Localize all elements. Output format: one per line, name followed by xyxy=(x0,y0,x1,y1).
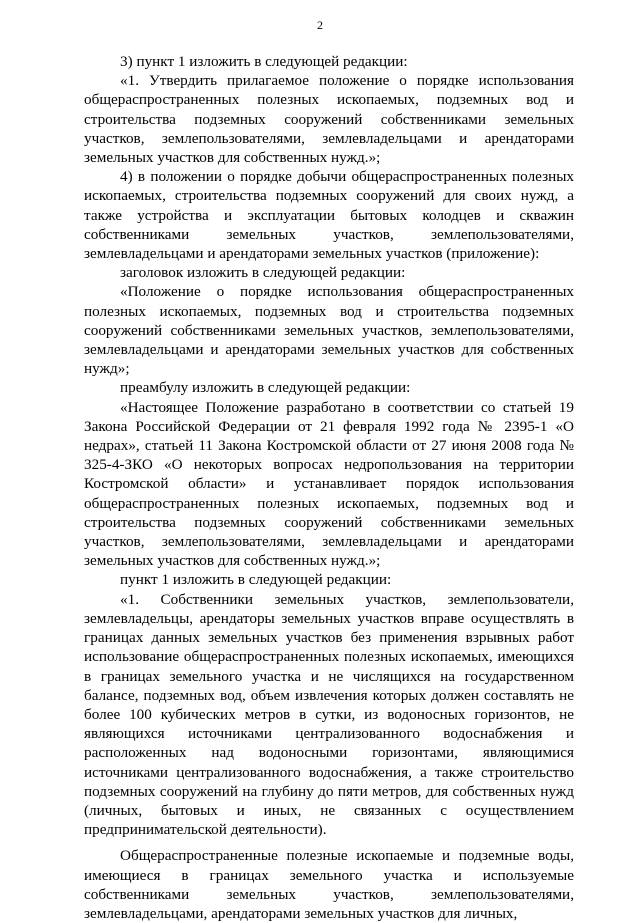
paragraph-3: 4) в положении о порядке добычи общераспространенных полезных ископаемых, строительства подземных сооружений для своих нужд, а также устройства и эксплуатации бытовых колодцев и скважин собственниками земельных участков, землепользователями, землевладельцами и арендаторами земельных участков (приложение): xyxy=(84,168,574,263)
paragraph-8: пункт 1 изложить в следующей редакции: xyxy=(120,571,392,589)
page-number: 2 xyxy=(317,18,323,32)
paragraph-10: Общераспространенные полезные ископаемые и подземные воды, имеющиеся в границах земельного участка и используемые собственниками земельных участков, землепользователями, землевладельцами, арендаторами земельных участков для личных, xyxy=(84,847,574,922)
paragraph-6: преамбулу изложить в следующей редакции: xyxy=(120,379,411,397)
document-body xyxy=(84,52,574,923)
paragraph-9: «1. Собственники земельных участков, землепользователи, землевладельцы, арендаторы земельных участков вправе осуществлять в границах данных земельных участков без применения взрывных работ использование общераспространенных полезных ископаемых, имеющихся в границах земельного участка и не числящихся на государственном балансе, подземных вод, объем извлечения которых должен составлять не более 100 кубических метров в сутки, из водоносных горизонтов, не являющихся источниками централизованного водоснабжения и расположенных над водоносными горизонтами, являющимися источниками централизованного водоснабжения, а также строительство подземных сооружений на глубину до пяти метров, для собственных нужд (личных, бытовых и иных, не связанных с осуществлением предпринимательской деятельности). xyxy=(84,590,574,839)
paragraph-7: «Настоящее Положение разработано в соответствии со статьей 19 Закона Российской Федерации от 21 февраля 1992 года № 2395-1 «О недрах», статьей 11 Закона Костромской области от 27 июня 2008 года № 325-4-ЗКО «О некоторых вопросах недропользования на территории Костромской области» и устанавливает порядок использования общераспространенных полезных ископаемых, подземных вод и строительства подземных сооружений собственниками земельных участков, землепользователями, землевладельцами и арендаторами земельных участков для собственных нужд.»; xyxy=(84,398,574,570)
paragraph-2: «1. Утвердить прилагаемое положение о порядке использования общераспространенных полезных ископаемых, подземных вод и строительства подземных сооружений собственниками земельных участков, землепользователями, землевладельцами и арендаторами земельных участков для собственных нужд.»; xyxy=(84,72,574,167)
paragraph-4: заголовок изложить в следующей редакции: xyxy=(120,264,406,282)
paragraph-5: «Положение о порядке использования общераспространенных полезных ископаемых, подземных вод и строительства подземных сооружений собственниками земельных участков, землепользователями, землевладельцами и арендаторами земельных участков для собственных нужд»; xyxy=(84,283,574,378)
paragraph-1: 3) пункт 1 изложить в следующей редакции: xyxy=(120,53,408,70)
